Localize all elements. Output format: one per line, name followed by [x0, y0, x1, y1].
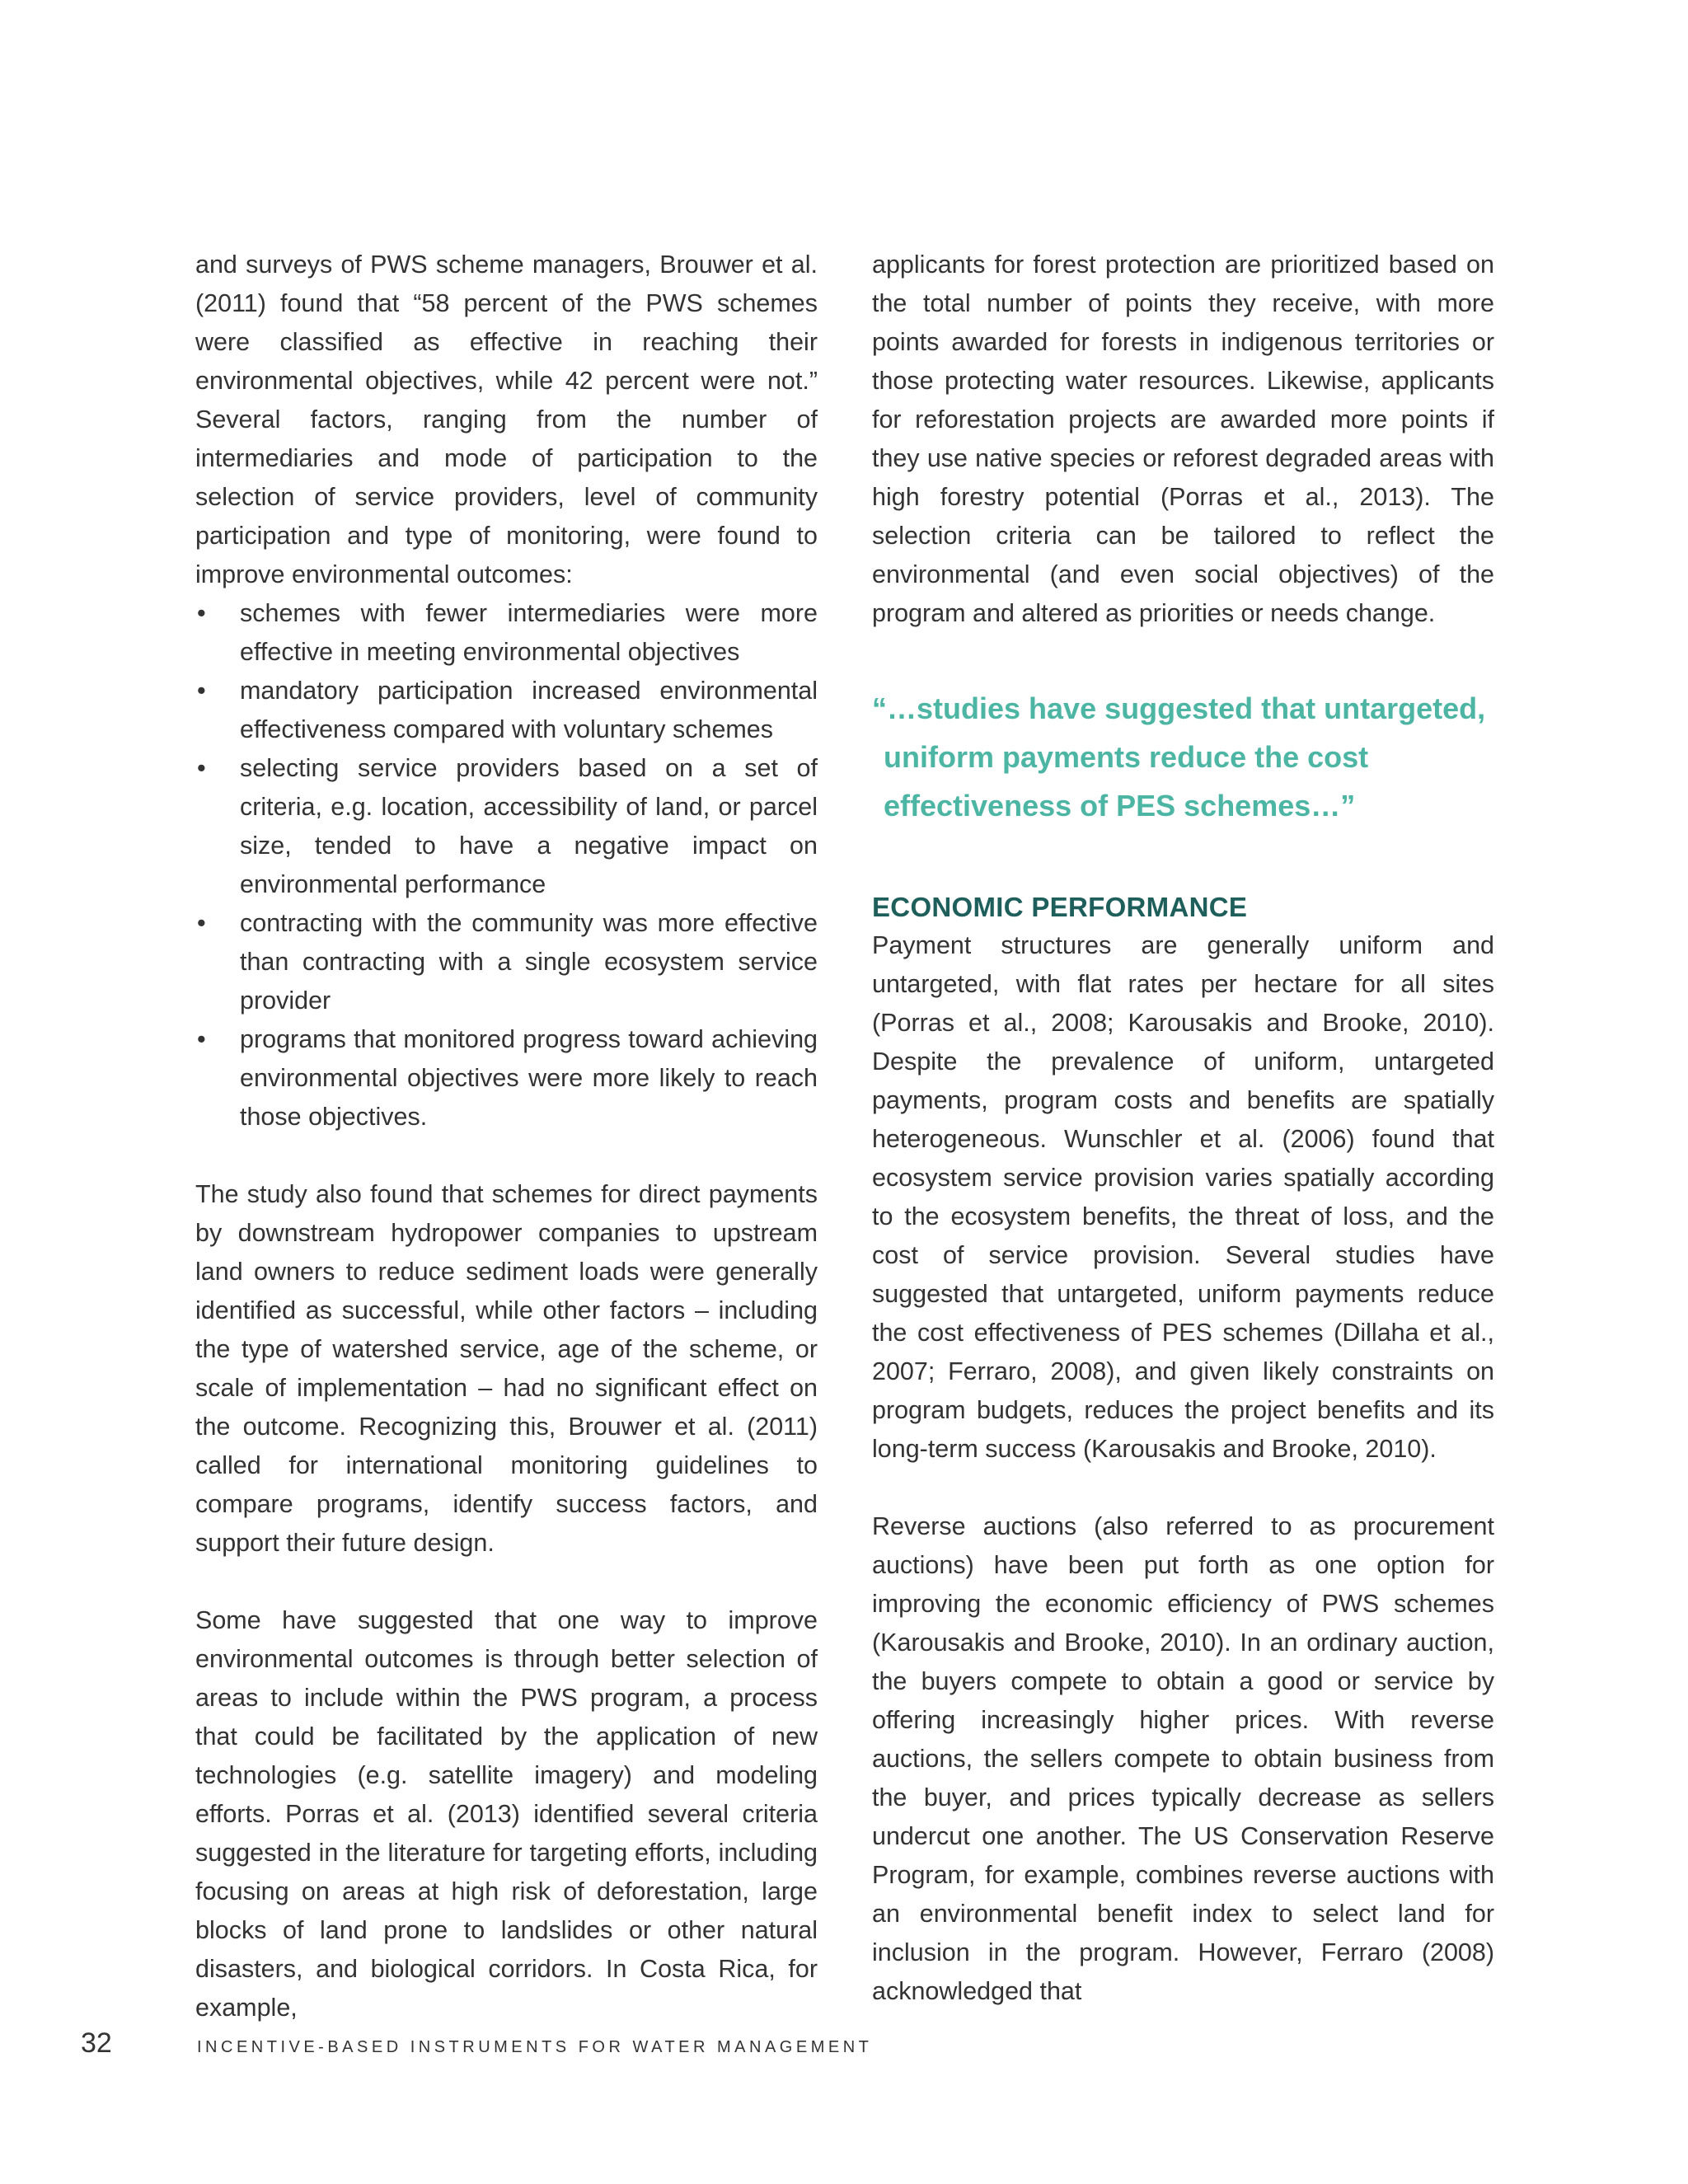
list-item: • selecting service providers based on a set of criteria, e.g. location, accessibility of land, or parcel size, tended to have a negative impact on environmental performance: [195, 749, 818, 904]
body-paragraph: The study also found that schemes for direct payments by downstream hydropower companies to upstream land owners to reduce sediment loads were generally identified as successful, while other factors – including the type of watershed service, age of the scheme, or scale of implementation – had no significant effect on the outcome. Recognizing this, Brouwer et al. (2011) called for international monitoring guidelines to compare programs, identify success factors, and support their future design.: [195, 1180, 818, 1557]
page-number: 32: [81, 2027, 112, 2059]
running-footer-title: INCENTIVE-BASED INSTRUMENTS FOR WATER MANAGEMENT: [197, 2038, 873, 2056]
right-column: [872, 246, 1494, 2011]
list-item: • schemes with fewer intermediaries were more effective in meeting environmental objectives: [195, 594, 818, 672]
body-paragraph: and surveys of PWS scheme managers, Brouwer et al. (2011) found that “58 percent of the PWS schemes were classified as effective in reaching their environmental objectives, while 42 percent were not.” Several factors, ranging from the number of intermediaries and mode of participation to the selection of service providers, level of community participation and type of monitoring, were found to improve environmental outcomes:: [195, 251, 818, 588]
pull-quote-line: uniform payments reduce the cost: [884, 740, 1369, 774]
findings-list: [195, 594, 818, 1137]
body-paragraph: Some have suggested that one way to improve environmental outcomes is through better selection of areas to include within the PWS program, a process that could be facilitated by the application of new technologies (e.g. satellite imagery) and modeling efforts. Porras et al. (2013) identified several criteria suggested in the literature for targeting efforts, including focusing on areas at high risk of deforestation, large blocks of land prone to landslides or other natural disasters, and biological corridors. In Costa Rica, for example,: [195, 1606, 818, 2022]
section-heading: ECONOMIC PERFORMANCE: [872, 892, 1248, 922]
body-paragraph: applicants for forest protection are prioritized based on the total number of points they receive, with more points awarded for forests in indigenous territories or those protecting water resources. Likewise, applicants for reforestation projects are awarded more points if they use native species or reforest degraded areas with high forestry potential (Porras et al., 2013). The selection criteria can be tailored to reflect the environmental (and even social objectives) of the program and altered as priorities or needs change.: [872, 251, 1494, 627]
list-item: • mandatory participation increased environmental effectiveness compared with voluntary schemes: [195, 672, 818, 749]
body-paragraph: Reverse auctions (also referred to as procurement auctions) have been put forth as one option for improving the economic efficiency of PWS schemes (Karousakis and Brooke, 2010). In an ordinary auction, the buyers compete to obtain a good or service by offering increasingly higher prices. With reverse auctions, the sellers compete to obtain business from the buyer, and prices typically decrease as sellers undercut one another. The US Conservation Reserve Program, for example, combines reverse auctions with an environmental benefit index to select land for inclusion in the program. However, Ferraro (2008) acknowledged that: [872, 1512, 1494, 2005]
pull-quote-line: effectiveness of PES schemes…”: [884, 789, 1356, 823]
list-item: • contracting with the community was more effective than contracting with a single ecosystem service provider: [195, 904, 818, 1020]
pull-quote: [872, 684, 1494, 830]
left-column: [195, 246, 818, 2027]
list-item: • programs that monitored progress toward achieving environmental objectives were more likely to reach those objectives.: [195, 1020, 818, 1137]
body-paragraph: Payment structures are generally uniform and untargeted, with flat rates per hectare for all sites (Porras et al., 2008; Karousakis and Brooke, 2010). Despite the prevalence of uniform, untargeted payments, program costs and benefits are spatially heterogeneous. Wunschler et al. (2006) found that ecosystem service provision varies spatially according to the ecosystem benefits, the threat of loss, and the cost of service provision. Several studies have suggested that untargeted, uniform payments reduce the cost effectiveness of PES schemes (Dillaha et al., 2007; Ferraro, 2008), and given likely constraints on program budgets, reduces the project benefits and its long-term success (Karousakis and Brooke, 2010).: [872, 931, 1494, 1463]
pull-quote-line: “…studies have suggested that untargeted,: [872, 691, 1486, 725]
